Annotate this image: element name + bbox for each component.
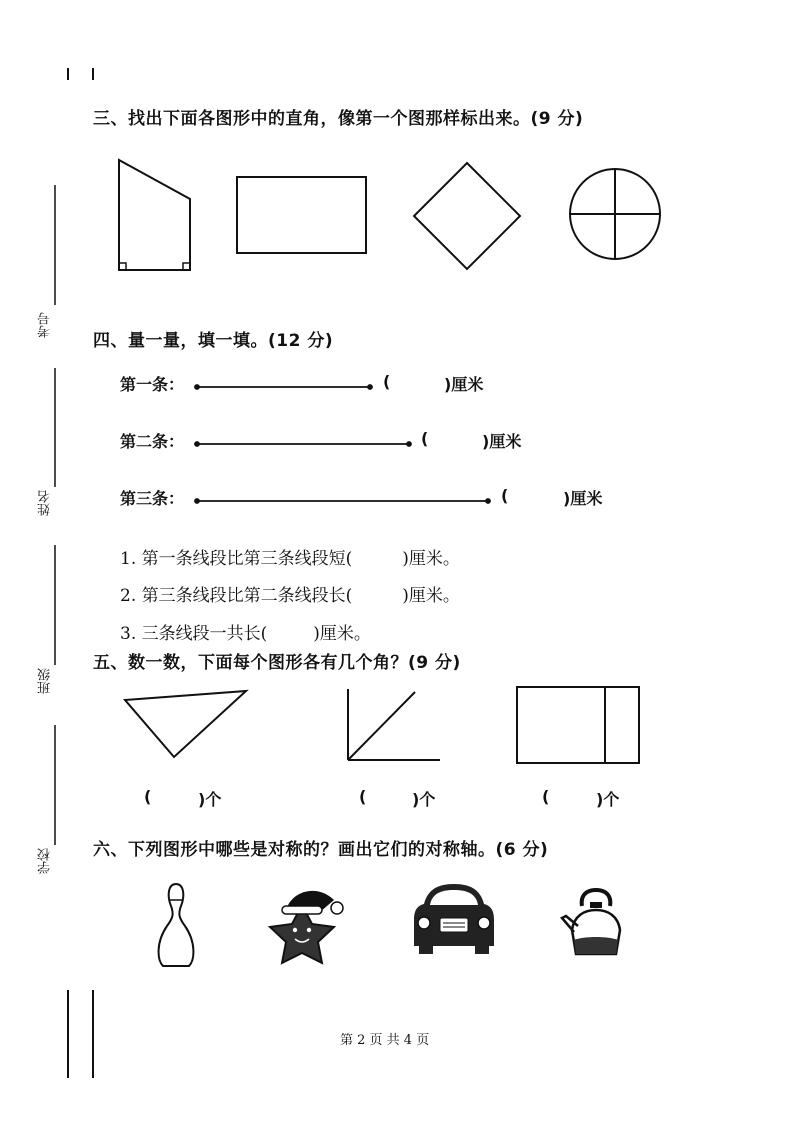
answer-2-open: ( [359, 787, 367, 806]
answer-2-close: )个 [412, 790, 436, 809]
question-3-post: )厘米。 [313, 624, 371, 644]
section4-heading: 四、量一量，填一填。(12 分) [93, 331, 334, 351]
section5-heading: 五、数一数，下面每个图形各有几个角？(9 分) [93, 653, 461, 673]
line1-answer-open: ( [383, 372, 391, 391]
star-with-hat-icon [270, 891, 343, 963]
line3-answer-close: )厘米 [563, 489, 603, 508]
line2-label: 第二条： [120, 432, 185, 451]
answer-1-open: ( [144, 787, 152, 806]
name-label: 姓名 [38, 490, 53, 516]
line3-label: 第三条： [120, 489, 185, 508]
school-label: 学校 [38, 848, 53, 874]
question-1-pre: 1. 第一条线段比第三条线段短( [120, 549, 353, 569]
question-3-pre: 3. 三条线段一共长( [120, 624, 268, 644]
page-number: 第 2 页 共 4 页 [340, 1033, 430, 1048]
line2-answer-close: )厘米 [482, 432, 522, 451]
bowling-pin-icon [159, 884, 194, 966]
question-2-post: )厘米。 [402, 586, 460, 606]
class-label: 班级 [38, 668, 53, 694]
answer-3-close: )个 [596, 790, 620, 809]
section6-heading: 六、下列图形中哪些是对称的？画出它们的对称轴。(6 分) [93, 840, 549, 860]
line2-answer-open: ( [421, 429, 429, 448]
answer-3-open: ( [542, 787, 550, 806]
line3-answer-open: ( [501, 486, 509, 505]
kettle-icon [562, 890, 620, 954]
line1-answer-close: )厘米 [444, 375, 484, 394]
question-1-post: )厘米。 [402, 549, 460, 569]
line1-label: 第一条： [120, 375, 185, 394]
answer-1-close: )个 [198, 790, 222, 809]
car-icon [414, 884, 494, 954]
section3-heading: 三、找出下面各图形中的直角，像第一个图那样标出来。(9 分) [93, 109, 584, 129]
exam-no-label: 考号 [38, 312, 53, 338]
question-2-pre: 2. 第三条线段比第二条线段长( [120, 586, 353, 606]
